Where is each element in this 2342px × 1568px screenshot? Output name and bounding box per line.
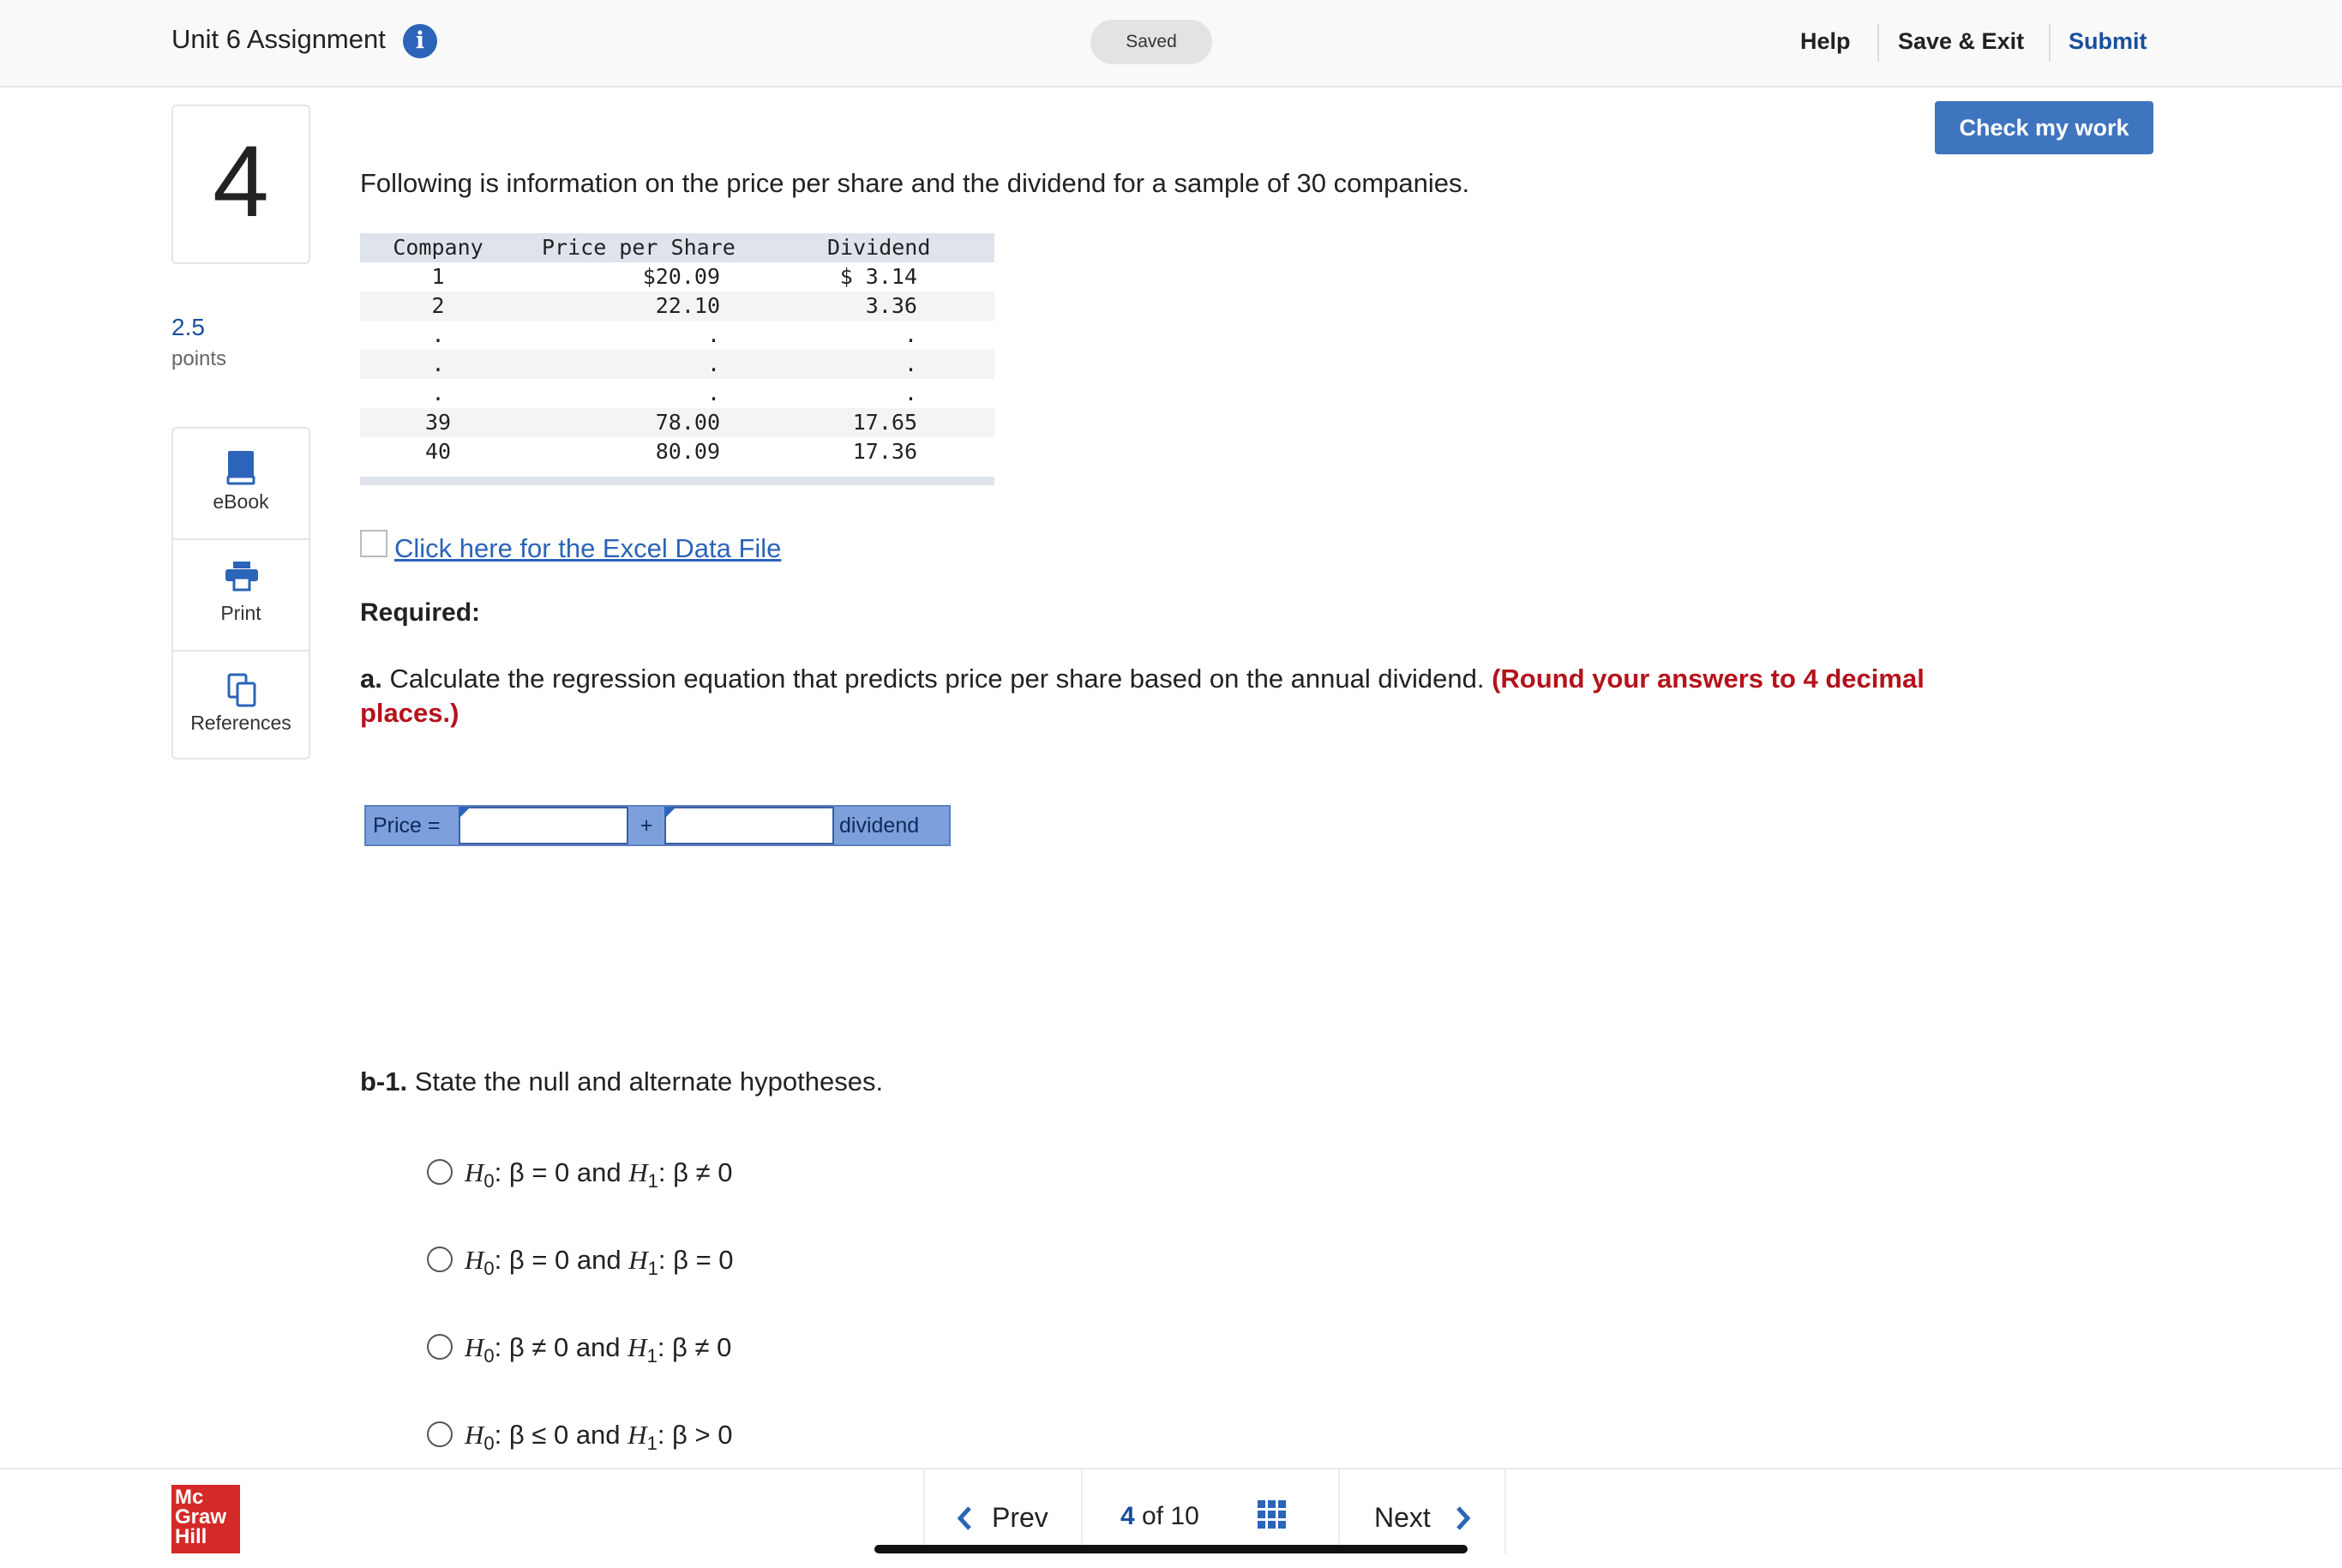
question-number: 4 [213,125,269,238]
book-icon [225,449,257,485]
table-cell: 39 [424,410,452,435]
ebook-label: eBook [213,490,269,513]
table-cell: $20.09 [642,264,720,289]
table-cell: . [706,322,720,347]
points-label: points [171,347,227,370]
print-button[interactable] [173,540,309,650]
info-icon[interactable]: i [403,24,437,58]
prev-label: Prev [992,1502,1048,1533]
home-indicator-bar [874,1545,1468,1553]
table-cell: 80.09 [655,439,720,464]
table-row [360,291,994,321]
radio-button[interactable] [427,1334,453,1360]
table-header-row [360,233,994,262]
logo-line: Hill [175,1525,207,1548]
tools-panel [171,427,310,760]
part-a-text: Calculate the regression equation that predicts price per share based on the annual dividend. [381,664,1492,694]
of-label: of [1142,1502,1164,1530]
table-cell: . [904,322,917,347]
table-header-cell: Company [393,235,483,260]
save-exit-link[interactable]: Save & Exit [1898,28,2025,54]
table-cell: . [431,322,445,347]
required-heading: Required: [360,598,481,627]
submit-link[interactable]: Submit [2069,28,2147,54]
references-button[interactable] [173,652,309,761]
part-a-question [360,662,1972,730]
table-bottom-rule [360,477,994,485]
excel-data-link[interactable]: Click here for the Excel Data File [394,533,782,563]
chevron-left-icon [956,1505,973,1531]
question-number-card [171,105,310,264]
part-a-rounding-note: (Round your answers to 4 decimal places.) [360,664,1925,728]
table-cell: 17.65 [852,410,917,435]
intercept-input-wrap [459,807,628,844]
references-label: References [190,712,291,734]
regression-equation-row [364,805,951,846]
table-cell: . [431,351,445,376]
part-b1-text: State the null and alternate hypotheses. [407,1066,884,1096]
ebook-button[interactable] [173,429,309,538]
page-indicator [1120,1502,1199,1531]
radio-button[interactable] [427,1421,453,1447]
data-table [360,233,994,466]
radio-button[interactable] [427,1247,453,1272]
print-label: Print [220,602,261,624]
table-row [360,262,994,291]
grid-menu-icon[interactable] [1258,1500,1287,1529]
part-a-prefix: a. [360,664,382,694]
saved-status-badge: Saved [1090,20,1212,64]
hypothesis-text: $H_0$: β = 0 and $H_1$: β ≠ 0 [465,1157,733,1193]
next-label: Next [1374,1502,1431,1533]
copy-icon [226,672,259,708]
hypothesis-text: $H_0$: β ≠ 0 and $H_1$: β ≠ 0 [465,1332,732,1367]
logo-line: Mc [175,1486,204,1509]
next-button[interactable] [1338,1468,1503,1553]
table-cell: $ 3.14 [839,264,917,289]
table-cell: 78.00 [655,410,720,435]
equation-plus: + [640,814,653,838]
slope-input-wrap [664,807,834,844]
table-cell: 1 [431,264,445,289]
hypothesis-text: $H_0$: β ≤ 0 and $H_1$: β > 0 [465,1420,733,1455]
table-cell: 22.10 [655,293,720,318]
table-cell: 17.36 [852,439,917,464]
slope-input[interactable] [664,807,834,844]
radio-button[interactable] [427,1159,453,1185]
table-cell: . [706,381,720,406]
prev-button[interactable] [925,1468,1081,1553]
chevron-right-icon [1455,1505,1472,1531]
header-divider [2049,24,2051,62]
hypothesis-text: $H_0$: β = 0 and $H_1$: β = 0 [465,1245,734,1280]
table-cell: . [706,351,720,376]
table-header-cell: Dividend [827,235,931,260]
help-link[interactable]: Help [1800,28,1851,54]
current-page: 4 [1120,1502,1135,1530]
points-value: 2.5 [171,314,205,340]
table-header-cell: Price per Share [542,235,736,260]
assignment-title: Unit 6 Assignment [171,24,386,54]
logo-line: Graw [175,1505,227,1529]
printer-icon [225,561,259,592]
part-b1-prefix: b-1. [360,1066,408,1096]
table-row [360,350,994,379]
question-pager [923,1468,1506,1553]
mcgraw-hill-logo [171,1485,240,1553]
table-cell: . [431,381,445,406]
table-cell: 2 [431,293,445,318]
question-intro: Following is information on the price per share and the dividend for a sample of 30 companies. [360,168,1470,198]
table-row [360,408,994,437]
table-cell: . [904,351,917,376]
equation-lhs: Price = [373,814,441,838]
input-marker-icon [459,807,471,819]
header-divider [1877,24,1879,62]
table-row [360,437,994,466]
table-cell: 40 [424,439,452,464]
table-cell: . [904,381,917,406]
table-row [360,321,994,350]
check-my-work-button[interactable]: Check my work [1935,101,2153,154]
pager-divider [1081,1468,1083,1553]
part-b1-question [360,1066,883,1097]
total-pages: 10 [1170,1502,1199,1530]
input-marker-icon [664,807,676,819]
intercept-input[interactable] [459,807,628,844]
equation-suffix: dividend [839,814,920,838]
table-cell: 3.36 [865,293,917,318]
excel-file-icon[interactable] [360,530,387,557]
table-row [360,379,994,408]
